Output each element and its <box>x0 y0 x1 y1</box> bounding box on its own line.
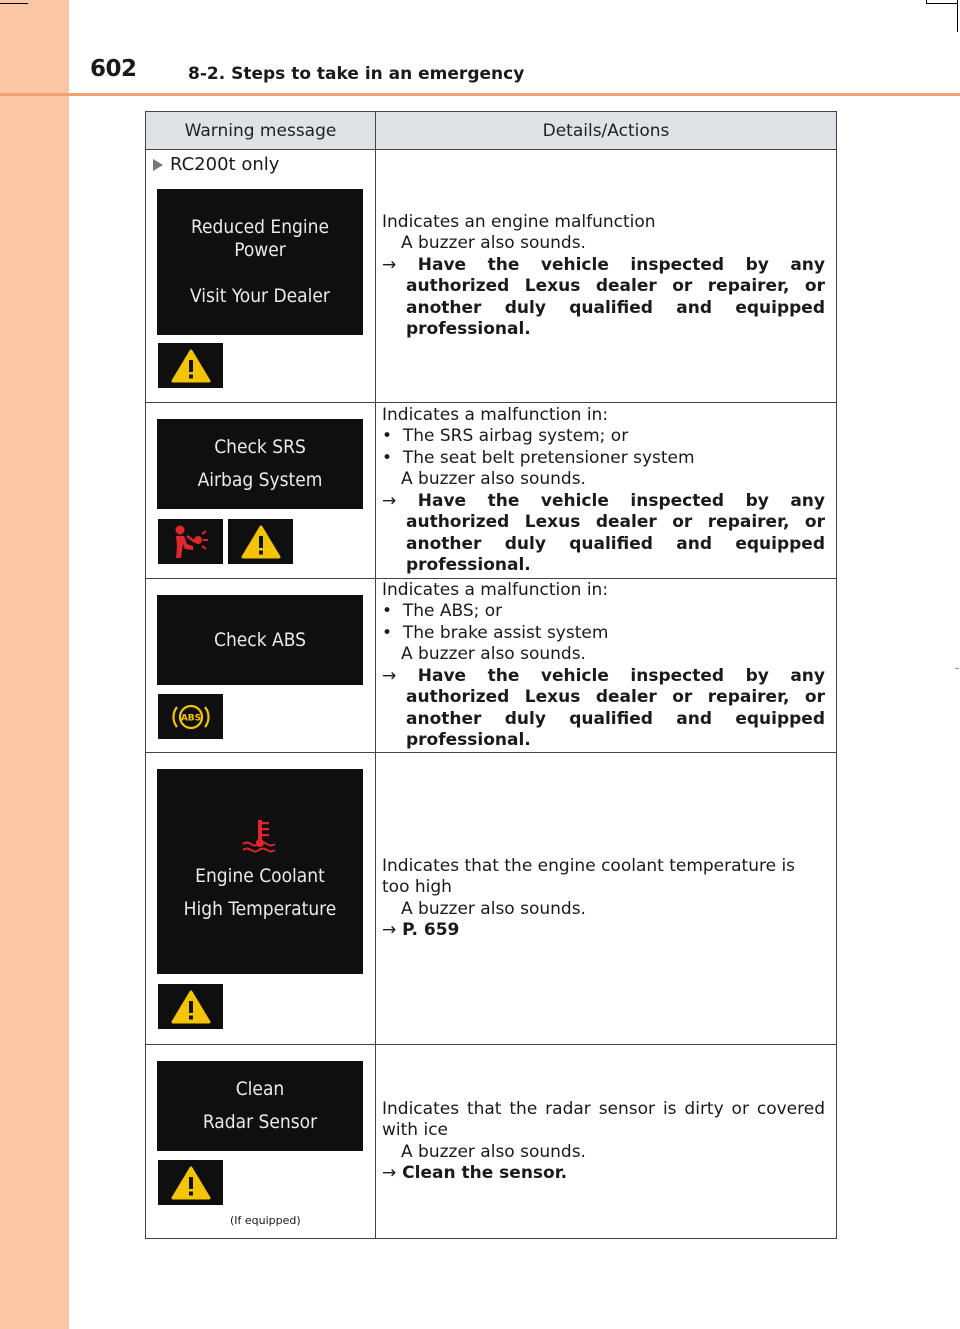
details-cell: Indicates a malfunction in: • The ABS; or • The brake assist system A buzzer also sounds. → Have the vehicle inspected by any authorized Lexus dealer or repairer, or another duly qualified and equipped professional. <box>376 579 837 753</box>
arrow-icon: → <box>382 920 397 940</box>
table-row <box>146 403 837 579</box>
bullet-icon: • <box>382 601 393 621</box>
model-note: RC200t only <box>153 154 279 175</box>
warning-cell <box>146 403 376 579</box>
triangle-bullet-icon <box>153 159 163 171</box>
crop-mark <box>0 3 28 4</box>
table-row <box>146 753 837 1045</box>
warning-cell <box>146 150 376 403</box>
srs-airbag-icon <box>158 519 223 564</box>
arrow-icon: → <box>382 1163 397 1183</box>
page-reference: → P. 659 <box>382 920 460 940</box>
table-row <box>146 1045 837 1239</box>
abs-icon <box>158 694 223 739</box>
side-color-strip <box>0 0 69 1329</box>
arrow-icon: → <box>382 490 397 511</box>
details-cell: Indicates an engine malfunction A buzzer also sounds. → Have the vehicle inspected by any authorized Lexus dealer or repairer, or another duly qualified and equipped professional. <box>376 150 837 403</box>
action-text: → Have the vehicle inspected by any authorized Lexus dealer or repairer, or another duly qualified and equipped professional. <box>382 490 825 575</box>
arrow-icon: → <box>382 254 397 275</box>
column-header-details-actions: Details/Actions <box>376 112 837 150</box>
warning-message-display: Check SRS Airbag System <box>157 419 363 509</box>
page-number: 602 <box>90 56 137 82</box>
column-header-warning-message: Warning message <box>146 112 376 150</box>
warning-message-display: Check ABS <box>157 595 363 685</box>
action-text: → Have the vehicle inspected by any authorized Lexus dealer or repairer, or another duly qualified and equipped professional. <box>382 665 825 750</box>
section-title: 8-2. Steps to take in an emergency <box>188 64 525 84</box>
equipment-note: (If equipped) <box>230 1214 301 1227</box>
crop-mark <box>926 3 958 4</box>
action-text: → Have the vehicle inspected by any authorized Lexus dealer or repairer, or another duly qualified and equipped professional. <box>382 254 825 339</box>
table-row <box>146 150 837 403</box>
warning-cell <box>146 753 376 1045</box>
warning-message-table <box>145 111 837 1239</box>
action-text: → Clean the sensor. <box>382 1163 568 1183</box>
details-cell: Indicates that the radar sensor is dirty or covered with ice A buzzer also sounds. → Clean the sensor. <box>376 1045 837 1239</box>
warning-message-display: Reduced Engine Power Visit Your Dealer <box>157 189 363 335</box>
svg-text:ABS: ABS <box>180 713 201 723</box>
arrow-icon: → <box>382 665 397 686</box>
bullet-icon: • <box>382 447 393 468</box>
warning-triangle-icon <box>158 343 223 388</box>
crop-mark <box>957 0 958 32</box>
details-cell: Indicates a malfunction in: • The SRS airbag system; or • The seat belt pretensioner system A buzzer also sounds. → Have the vehicle inspected by any authorized Lexus dealer or repairer, or another duly qualified and equipped professional. <box>376 403 837 579</box>
table-row <box>146 579 837 753</box>
bullet-icon: • <box>382 622 393 643</box>
warning-message-display: Engine Coolant High Temperature <box>157 769 363 974</box>
details-cell: Indicates that the engine coolant temperature is too high A buzzer also sounds. → P. 659 <box>376 753 837 1045</box>
margin-tick <box>955 668 959 669</box>
warning-cell <box>146 1045 376 1239</box>
warning-message-display: Clean Radar Sensor <box>157 1061 363 1151</box>
header-rule <box>0 93 960 96</box>
warning-triangle-icon <box>158 1160 223 1205</box>
coolant-temperature-icon <box>239 818 281 854</box>
warning-cell <box>146 579 376 753</box>
table-header-row <box>146 112 837 150</box>
bullet-icon: • <box>382 426 393 446</box>
warning-triangle-icon <box>158 984 223 1029</box>
warning-triangle-icon <box>228 519 293 564</box>
